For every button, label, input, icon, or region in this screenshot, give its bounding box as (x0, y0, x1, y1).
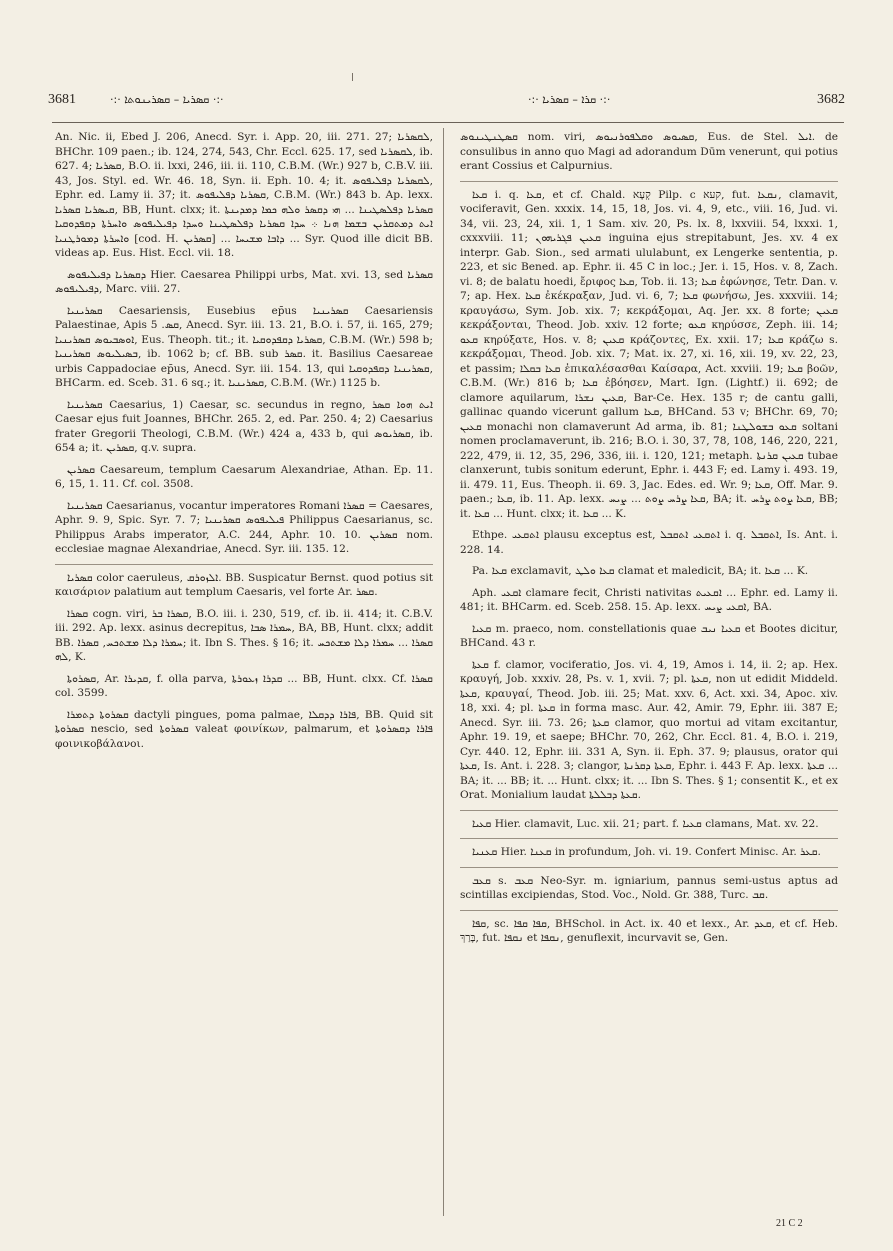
entry-paragraph: ܩܣܪܘܬܐ, Ar. ܩܕܝܪܐ, f. olla parva, ܩܕܪܐ ܙܥܘܪܬܐ ... BB, Hunt. clxx. Cf. ܩܣܪܐ col. 3599. (55, 672, 433, 699)
right-column (460, 130, 838, 953)
top-mark (352, 73, 353, 81)
entry-paragraph: ܕܩܣܪܝܐ ܕܦܝܠܝܦܘܣ Hier. Caesarea Philippi urbs, Mat. xvi. 13, sed ܩܣܪܝܐ ܕܦܝܠܝܦܘܣ, Marc. viii. 27. (55, 268, 433, 295)
entry-paragraph: ܩܦܐ, sc. ܩܦܐ ܩܦܐ, BHSchol. in Act. ix. 40 et lexx., Ar. ܩܥܕ, et cf. Heb. בָּרַךְ, fut. ܢܩܦܐ et ܢܩܦܐ, genuflexit, incurvavit se, Gen. (460, 917, 839, 944)
running-title-right: ·:· ܩܪܐ – ܩܣܪܝܐ ·:· (528, 93, 611, 106)
section-separator (460, 910, 838, 911)
entry-paragraph: ܩܣܪܝܢܝܐ Caesarianus, vocantur imperatores Romani ܩܣܪܐ = Caesares, Aphr. 9. 9, Spic. Syr. 7. 7; ܦܝܠܝܦܘܣ ܩܣܪܝܢܝܐ Philippus Caesarianus, sc. Philippus Arabs imperator, A.C. 244, Aphr. 10. 10. ܩܣܪܝܢ nom. ecclesiae magnae Alexandriae, Anecd. Syr. iii. 135. 12. (55, 499, 434, 555)
section-separator (460, 867, 838, 868)
entry-paragraph: ܩܣܪܝܢܝܐ Caesarius, 1) Caesar, sc. secundus in regno, ܐܝܬ ܗܘܐ ܩܣܪ Caesar ejus fuit Joannes, BHChr. 265. 2, ed. Par. 250. 4; 2) Caesarius frater Gregorii Theologi, C.B.M. (Wr.) 424 a, 433 b, qui ܩܣܪܝܘܣ, ib. 654 a; it. ܩܣܪܝܢ, q.v. supra. (55, 398, 433, 454)
entry-paragraph: ܩܣܪܝܢܝܐ Caesariensis, Eusebius ep̄us ܩܣܪܝܢܝܐ Caesariensis Palaestinae, Apis ܩܣ. 5, Anecd. Syr. iii. 13. 21, B.O. i. 57, ii. 165, 279; ܐܘܣܒܝܘܣ ܩܣܪܝܢܝܐ, Eus. Theoph. tit.; it. ܩܣܪܝܐ ܕܩܦܕܘܩܝܐ, C.B.M. (Wr.) 598 b; ܒܣܝܠܝܘܣ ܩܣܪܝܢܝܐ, ib. 1062 b; cf. BB. sub ܩܣܪ. it. Basilius Caesareae urbis Cappadociae ep̄us, Anecd. Syr. iii. 154. 13, qui ܩܣܪܝܢܝܐ ܕܩܦܕܘܩܝܐ, BHCarm. ed. Sceb. 31. 6 sq.; it. ܩܣܪܝܢܝܐ, C.B.M. (Wr.) 1125 b. (55, 304, 434, 389)
section-separator (460, 181, 838, 182)
entry-paragraph: ܩܥܐ i. q. ܩܥܐ, et cf. Chald. קְעָא Pilp. c קעא, fut. ܢܩܥܐ, clamavit, vociferavit, Gen. xxxix. 14, 15, 18, Jos. vi. 4, 9, etc., viii. 16, Jud. vi. 34, vii. 23, 24, xii. 1, 1 Sam. xiv. 20, Ps. lx. 8, lxxviii. 54, lxxxi. 1, cxxxviii. 11; ܩܥܝܢ ܦܓܪܝܗܘܢ inguina ejus strepitabunt, Jes. xv. 4 ex interpr. Gab. Sion., sed armati ululabunt, ex Lengerke sententia, p. 223, et sic Bened. ap. Ephr. ii. 45 C in loc.; Jer. i. 15, Hos. v. 8, Zach. vi. 8; de balatu hoedi, ἔριφος ܩܥܐ, Tob. ii. 13; ܩܥܐ ἐφώνησε, Tetr. Dan. v. 7; ap. Hex. ܩܥܐ ἐκέκραξαν, Jud. vi. 6, 7; ܩܥܐ φωνήσω, Jes. xxxviii. 14; κραυγάσω, Sym. Job. xix. 7; κεκράξομαι, Aq. Jer. xx. 8 forte; ܩܥܝܢ κεκράξονται, Theod. Job. xxiv. 12 forte; ܩܥܘ κηρύσσε, Zeph. iii. 14; ܩܥܘ κηρύξατε, Hos. v. 8; ܩܥܝܢ κράζοντες, Ex. xxii. 17; ܩܥܐ κράζω s. κεκράξομαι, Theod. Job. xix. 7; Mat. ix. 27, xi. 16, xii. 19, xv. 22, 23, et passim; ܩܥܐ ܒܩܠܐ ἐπικαλέσασθαι Καίσαρα, Act. xxviii. 19; ܩܥܐ βοῶν, C.B.M. (Wr.) 816 b; ܩܥܐ ἐβόησεν, Mart. Ign. (Lightf.) ii. 692; de clamore aquilarum, ܩܥܝܢ ܢܫܪܐ, Bar-Ce. Hex. 135 r; de cantu galli, gallinac quando vicerunt gallum ܩܥܐ, BHCand. 53 v; BHChr. 69, 70; ܩܥܝܢ monachi non clamaverunt Ad arma, ib. 81; ܩܥܘ ܒܫܘܠܛܢܐ soltani nomen proclamaverunt, ib. 216; B.O. i. 30, 37, 78, 108, 146, 220, 221, 222, 479, ii. 12, 35, 296, 336, iii. i. 120, 121; metaph. ܩܥܝܢ ܩܪܢܬܐ tubae clanxerunt, tubis sonitum ederunt, Ephr. i. 443 F; ed. Lamy i. 493. 19, ii. 479. 11, Eus. Theoph. ii. 69. 3, Jac. Edes. ed. Wr. 9; ܩܥܐ, Off. Mar. 9. paen.; ܩܥܐ, ib. 11. Ap. lexx. ܩܥܐ ܨܪܚ ܨܘܬ ... ܨܝܚ, BA; it. ܩܥܐ ܨܘܬ ܨܪܚ, BB; it. ܩܥܐ ... Hunt. clxx; it. ܩܥܐ ... K. (460, 188, 839, 520)
entry-paragraph: ܩܣܪܝܢ Caesareum, templum Caesarum Alexandriae, Athan. Ep. 11. 6, 15, 1. 11. Cf. col. 3508. (55, 463, 433, 490)
entry-paragraph: ܩܥܬܐ f. clamor, vociferatio, Jos. vi. 4, 19, Amos i. 14, ii. 2; ap. Hex. κραυγή, Job. xxxiv. 28, Ps. v. 1, xvii. 7; pl. ܩܥܬܐ, non ut edidit Middeld. ܩܥܬܐ, κραυγαί, Theod. Job. iii. 25; Mat. xxv. 6, Act. xxi. 34, Apoc. xiv. 18, xxi. 4; pl. ܩܥܬܐ in forma masc. Aur. 42, Amir. 79, Ephr. iii. 387 E; Anecd. Syr. iii. 73. 26; ܩܥܬܐ clamor, quo mortui ad vitam excitantur, Aphr. 19. 19, et saepe; BHChr. 70, 262, Chr. Eccl. 81. 4, B.O. i. 219, Cyr. 440. 12, Ephr. iii. 331 A, Syn. ii. Eph. 37. 9; plausus, orator qui ܩܥܬܐ, Is. Ant. i. 228. 3; clangor, ܩܥܬܐ ܕܩܪܢܬܐ, Ephr. i. 443 F. Ap. lexx. ܩܥܬܐ ... BA; it. ... BB; it. ... Hunt. clxx; it. ... Ibn S. Thes. § 1; consentit K., et ex Orat. Monialium laudat ܩܥܬܐ ܕܒܠܠܬܐ. (460, 658, 838, 801)
entry-paragraph: Pa. ܩܥܐ exclamavit, ܩܥܐ ܘܠܛ clamat et maledicit, BA; it. ܩܥܐ ... K. (472, 565, 809, 577)
entry-paragraph: ܩܥܒ s. ܩܥܒ Neo-Syr. m. igniarium, pannus semi-ustus aptus ad scintillas excipiendas, Stod. Voc., Nold. Gr. 388, Turc. ܩܒ. (460, 874, 838, 901)
page-header (0, 90, 893, 114)
entry-paragraph: ܩܥܝܐ m. praeco, nom. constellationis quae ܩܥܝܐ ܢܝܒ et Bootes dicitur, BHCand. 43 r. (460, 622, 838, 649)
entry-paragraph: ܩܣܪܐ cogn. viri, ܩܣܪܐ ܒܪ, B.O. iii. i. 230, 519, cf. ib. ii. 414; it. C.B.V. iii. 292. Ap. lexx. asinus decrepitus, ܚܡܪܐ ܣܒܐ, BA, BB, Hunt. clxx; addit BB. ܚܡܪܐ ܕܠܐ ܡܫܬܟܚ, ܩܣܪܐ; it. Ibn S. Thes. § 16; it. ܩܣܪܐ ... ܚܡܪܐ ܕܠܐ ܡܫܬܟܚ ܠܗ, K. (55, 607, 434, 663)
entry-paragraph: Ethpe. ܐܬܩܥܝ plausu exceptus est, ܐܬܩܥܝ ܐܬܩܒܠ i. q. ܐܬܩܒܠ, Is. Ant. i. 228. 14. (460, 529, 838, 556)
section-separator (55, 564, 433, 565)
header-rule (52, 122, 844, 123)
entry-paragraph: ܩܥܢܝܐ Hier. ܩܥܢܐ in profundum, Joh. vi. 19. Confert Minisc. Ar. ܩܥܪ. (472, 846, 821, 858)
column-divider (443, 128, 444, 1216)
section-separator (460, 838, 838, 839)
entry-paragraph: ܩܣܪܘܬܐ ܕܬܡܪܐ dactyli pingues, poma palmae, ܦܐܪܐ ܕܕܩܠܐ, BB. Quid sit ܩܣܪܘܬܐ nescio, sed ܩܣܪܘܬܐ valeat φοινίκων, palmarum, et ܦܐܪܐ ܕܩܣܪܘܬܐ φοινικοβάλανοι. (55, 708, 434, 750)
section-separator (460, 810, 838, 811)
entry-paragraph: ܩܣܛܢܛܝܢܘܣ nom. viri, ܩܣܝܘܣ ܘܩܠܦܘܪܢܝܘܣ, Eus. de Stel. ܐܝܠ. de consulibus in anno quo Magi ad adorandum Dūm venerunt, qui potius erant Cossius et Calpurnius. (460, 131, 838, 172)
left-column (55, 130, 433, 758)
entry-paragraph: ܩܥܝܐ Hier. clamavit, Luc. xii. 21; part. f. ܩܥܝܐ clamans, Mat. xv. 22. (472, 817, 819, 830)
entry-paragraph: Aph. ܐܩܥܝ clamare fecit, Christi nativitas ܐܩܥܝܬ ... Ephr. ed. Lamy ii. 481; it. BHCarm. ed. Sceb. 258. 15. Ap. lexx. ܐܩܥܝ ܨܝܚ, BA. (460, 586, 838, 613)
page-number-left: 3681 (48, 92, 76, 107)
entry-paragraph: ܩܣܪܝܐ color caeruleus, ܐܠܙܘܪܩ. BB. Suspicatur Bernst. quod potius sit καισάριον palatium aut templum Caesaris, vel forte Ar. ܩܣܪ. (55, 571, 433, 598)
page-number-right: 3682 (817, 92, 845, 107)
entry-paragraph: An. Nic. ii, Ebed J. 206, Anecd. Syr. i. App. 20, iii. 271. 27; ܠܩܣܪܝܐ, BHChr. 109 paen.; ib. 124, 274, 543, Chr. Eccl. 625. 17, sed ܠܩܣܪܝܐ, ib. 627. 4; ܩܣܪܝܐ, B.O. ii. lxxi, 246, iii. ii. 110, C.B.M. (Wr.) 927 b, C.B.V. iii. 43, Jos. Styl. ed. Wr. 46. 18, Syn. ii. Eph. 10. 4; it. ܠܩܣܪܝܐ ܕܦܠܝܦܘܣ, Ephr. ed. Lamy ii. 37; it. ܩܣܪܝܐ ܕܦܠܝܦܘܣ, C.B.M. (Wr.) 843 b. Ap. lexx. ܩܝܣܪܝܐ ܩܣܪܝܐ, BB, Hunt. clxx; it. ܩܣܪܝܐ ܕܦܠܣܛܝܢܐ ... ܗܝ ܕܩܣܪ ܘܠܗ ܟܡܐ ܕܡܕܝܢܬܐ ܐܝܬ ܕܡܬܩܪܝܢ ܒܫܡܐ ܗܢܐ ܀ ܚܕܐ ܩܣܪܝܐ ܕܦܠܣܛܝܢܐ ܘܚܕܐ ܕܦܝܠܝܦܘܣ ܘܐܚܪܬܐ ܕܩܦܕܘܩܝܐ ܘܐܚܪܬܐ ܕܡܘܪܛܢܝܐ [cod. H. ܩܣܪܝܢ] ... ܕܐܒܐ ܡܫܝܚܐ ... Syr. Quod ille dicit BB. videas ap. Eus. Hist. Eccl. vii. 18. (55, 131, 434, 259)
running-title-left: ·:· ܩܣܪܝܐ – ܩܣܪܝܢܘܬܐ ·:· (110, 93, 224, 106)
signature-mark: 21 C 2 (776, 1218, 803, 1229)
